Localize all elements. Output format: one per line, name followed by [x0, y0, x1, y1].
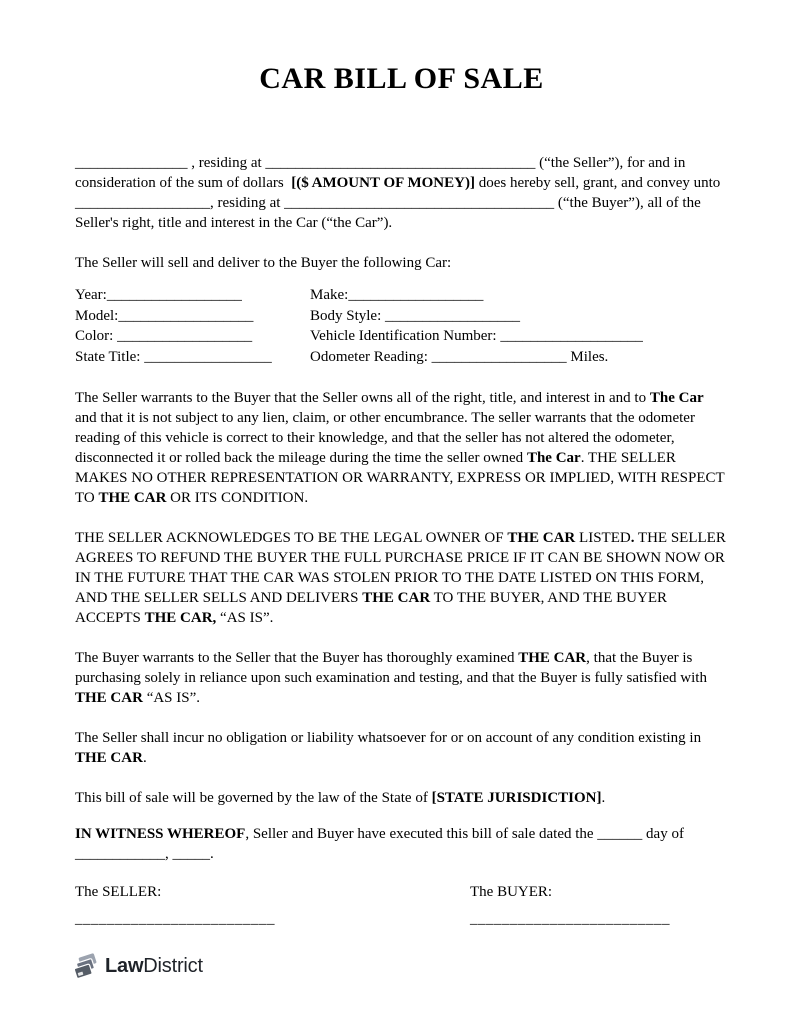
- field-vin: [310, 326, 643, 347]
- field-color-blank: __________________: [117, 328, 253, 344]
- field-year-blank: __________________: [106, 287, 242, 303]
- seller-signature-block: [75, 882, 470, 929]
- buyer-signature-block: [470, 882, 800, 929]
- field-odometer-label: Odometer Reading:: [310, 348, 432, 365]
- field-state-title-label: State Title:: [75, 348, 145, 365]
- brand-district: District: [143, 955, 203, 977]
- governing-law-paragraph: This bill of sale will be governed by the law of the State of [STATE JURISDICTION].: [75, 790, 606, 806]
- seller-warranty-paragraph: The Seller warrants to the Buyer that the Seller owns all of the right, title, and interest in and to The Car and that it is not subject to any lien, claim, or other encumbrance. The seller warrants that the odometer reading of this vehicle is correct to their knowledge, and that the seller has not altered the odometer, disconnected it or rolled back the mileage during the time the seller owned The Car. THE SELLER MAKES NO OTHER REPRESENTATION OR WARRANTY, EXPRESS OR IMPLIED, WITH RESPECT TO THE CAR OR ITS CONDITION.: [75, 390, 728, 506]
- field-year-label: Year:: [75, 287, 107, 303]
- lawdistrict-logo: [73, 950, 203, 982]
- seller-signature-line: _________________________: [75, 911, 275, 927]
- field-odometer: [310, 347, 608, 368]
- field-model-blank: __________________: [118, 307, 254, 324]
- vehicle-details: [75, 285, 728, 367]
- field-state-title: [75, 347, 310, 368]
- vehicle-row: [75, 326, 728, 347]
- brand-law: Law: [105, 955, 144, 977]
- buyer-signature-line: _________________________: [470, 911, 670, 927]
- field-odometer-blank: __________________: [431, 348, 567, 365]
- field-body-style: [310, 306, 520, 327]
- field-color: [75, 326, 310, 347]
- vehicle-row: [75, 285, 728, 306]
- ownership-acknowledgement-paragraph: THE SELLER ACKNOWLEDGES TO BE THE LEGAL OWNER OF THE CAR LISTED. THE SELLER AGREES TO REFUND THE BUYER THE FULL PURCHASE PRICE IF IT CAN BE SHOWN NOW OR IN THE FUTURE THAT THE CAR WAS STOLEN PRIOR TO THE DATE LISTED ON THIS FORM, AND THE SELLER SELLS AND DELIVERS THE CAR TO THE BUYER, AND THE BUYER ACCEPTS THE CAR, “AS IS”.: [75, 530, 729, 626]
- page-title: CAR BILL OF SALE: [259, 62, 544, 95]
- witness-paragraph: IN WITNESS WHEREOF, Seller and Buyer have executed this bill of sale dated the ______ day of ____________, _____.: [75, 826, 688, 862]
- vehicle-row: [75, 347, 728, 368]
- seller-signature-label: The SELLER:: [75, 884, 162, 900]
- field-year: [75, 285, 310, 306]
- vehicle-row: [75, 306, 728, 327]
- intro-paragraph: _______________ , residing at ____________________________________ (“the Seller”), for and in consideration of the sum of dollars [($ AMOUNT OF MONEY)] does hereby sell, grant, and convey unto __________________, residing at ____________________________________ (“the Buyer”), all of the Seller's right, title and interest in the Car (“the Car”).: [75, 155, 725, 231]
- field-body-style-label: Body Style:: [310, 307, 386, 324]
- field-state-title-blank: _________________: [144, 348, 272, 365]
- field-odometer-suffix: Miles.: [566, 348, 609, 365]
- signature-section: [75, 882, 728, 929]
- field-model-label: Model:: [75, 307, 119, 324]
- brand-wordmark: [105, 953, 203, 979]
- stacked-cards-icon: [73, 953, 100, 980]
- field-vin-blank: ___________________: [500, 328, 643, 344]
- field-make: [310, 285, 483, 306]
- liability-paragraph: The Seller shall incur no obligation or liability whatsoever for or on account of any condition existing in THE CAR.: [75, 730, 705, 766]
- buyer-warranty-paragraph: The Buyer warrants to the Seller that the Buyer has thoroughly examined THE CAR, that the Buyer is purchasing solely in reliance upon such examination and testing, and that the Buyer is fully satisfied with THE CAR “AS IS”.: [75, 650, 711, 706]
- buyer-signature-label: The BUYER:: [470, 884, 553, 900]
- field-model: [75, 306, 310, 327]
- field-vin-label: Vehicle Identification Number:: [310, 328, 501, 344]
- field-body-style-blank: __________________: [385, 307, 521, 324]
- field-color-label: Color:: [75, 328, 118, 344]
- vehicle-intro: The Seller will sell and deliver to the Buyer the following Car:: [75, 255, 452, 271]
- field-make-blank: __________________: [348, 287, 484, 303]
- field-make-label: Make:: [310, 287, 349, 303]
